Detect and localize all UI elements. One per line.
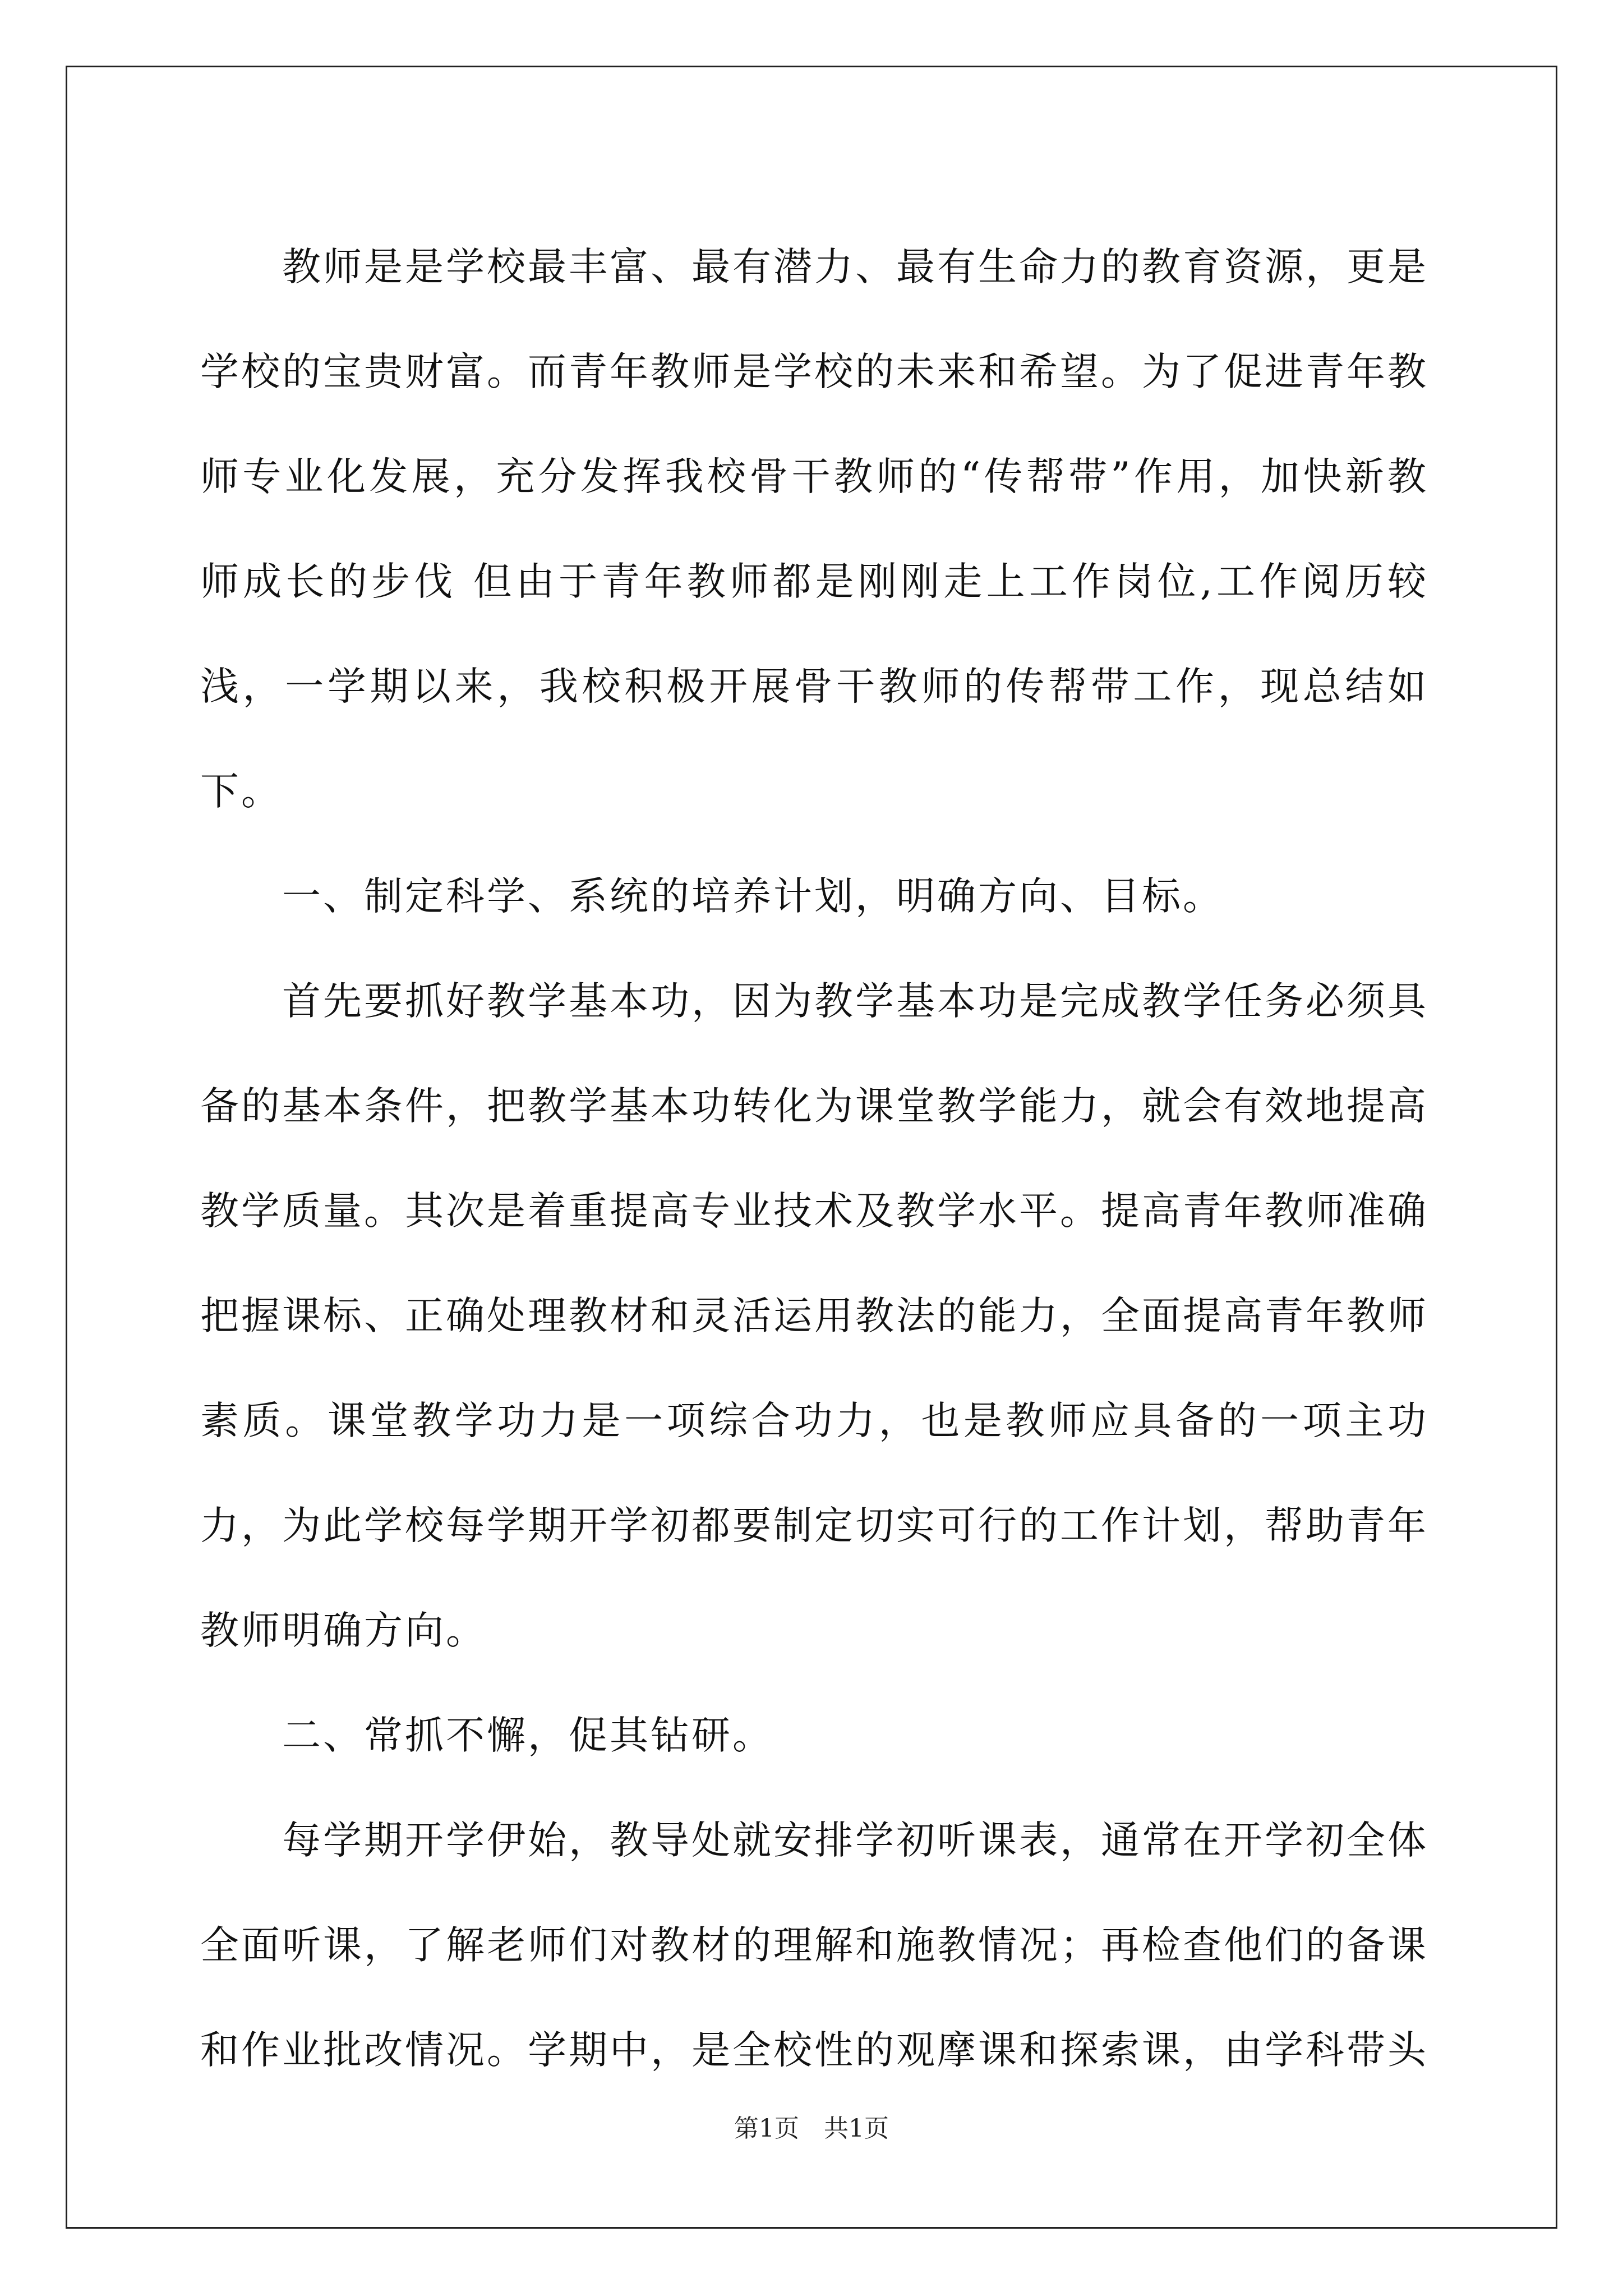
heading-section-2: 二、常抓不懈，促其钻研。 [282, 1713, 773, 1758]
paragraph-section-2: 每学期开学伊始，教导处就安排学初听课表，通常在开学初全体全面听课，了解老师们对教材的理解和施教情况；再检查他们的备课和作业批改情况。学期中，是全校性的观摩课和探索课，由学科带头 [200, 1818, 1428, 2073]
page-number-footer: 第1页 共1页 [734, 2114, 889, 2143]
paragraph-intro: 教师是是学校最丰富、最有潜力、最有生命力的教育资源，更是学校的宝贵财富。而青年教师是学校的未来和希望。为了促进青年教师专业化发展，充分发挥我校骨干教师的“传帮带”作用，加快新教师成长的步伐 但由于青年教师都是刚刚走上工作岗位,工作阅历较浅，一学期以来，我校积极开展骨干教师的传帮带工作，现总结如下。 [200, 245, 1428, 814]
heading-section-1: 一、制定科学、系统的培养计划，明确方向、目标。 [282, 874, 1224, 919]
paragraph-section-1: 首先要抓好教学基本功，因为教学基本功是完成教学任务必须具备的基本条件，把教学基本功转化为课堂教学能力，就会有效地提高教学质量。其次是着重提高专业技术及教学水平。提高青年教师准确把握课标、正确处理教材和灵活运用教法的能力，全面提高青年教师素质。课堂教学功力是一项综合功力，也是教师应具备的一项主功力，为此学校每学期开学初都要制定切实可行的工作计划，帮助青年教师明确方向。 [200, 979, 1428, 1653]
document-body [200, 215, 1428, 2103]
